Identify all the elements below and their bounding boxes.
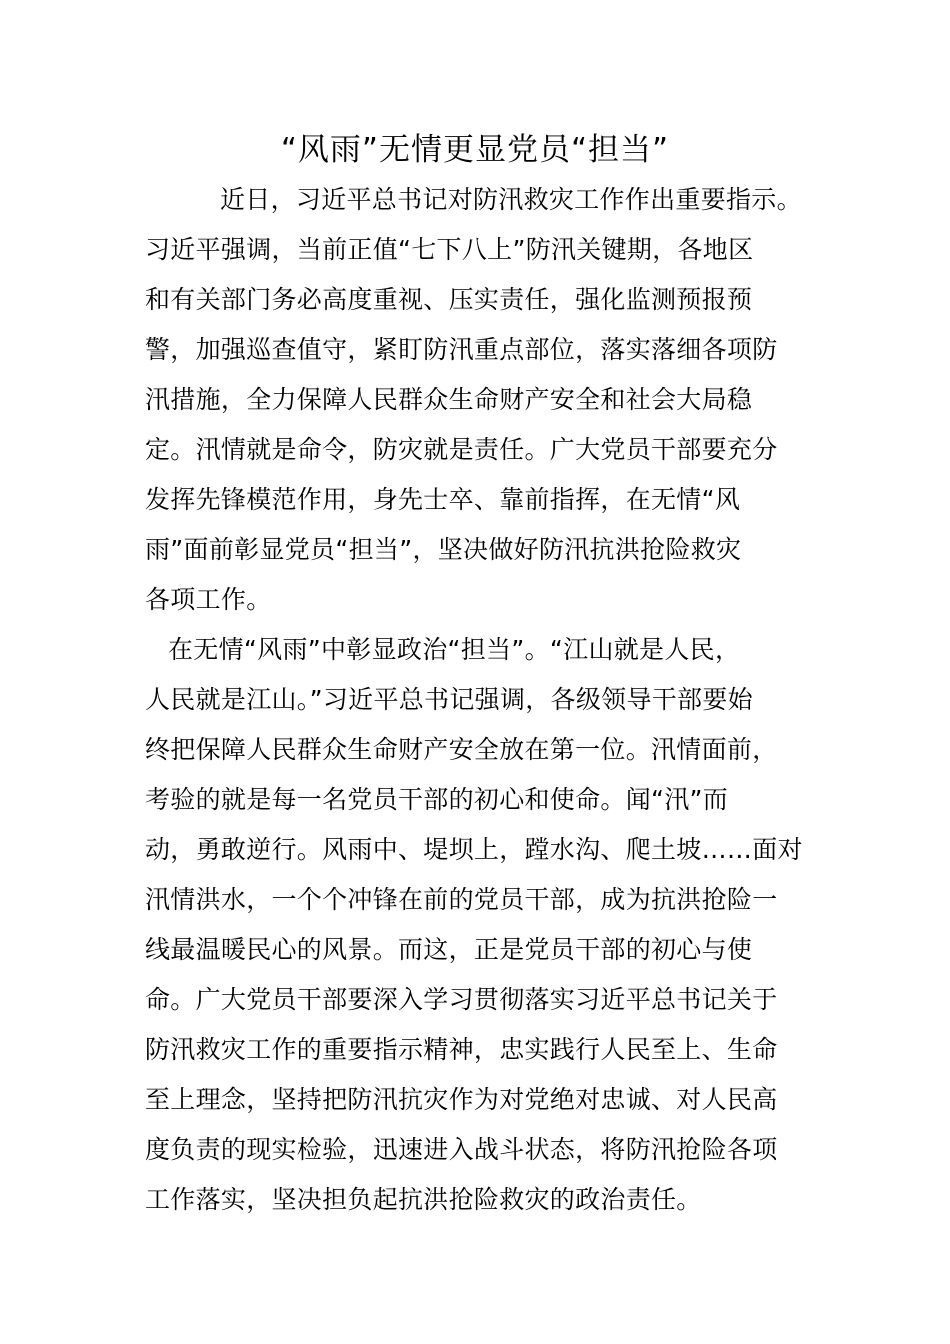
paragraph-line: 至上理念，坚持把防汛抗灾作为对党绝对忠诚、对人民高 — [145, 1085, 778, 1114]
paragraph-line: 发挥先锋模范作用，身先士卒、靠前指挥，在无情“风 — [145, 485, 741, 514]
paragraph-line: 考验的就是每一名党员干部的初心和使命。闻“汛”而 — [145, 785, 729, 814]
paragraph-line: 度负责的现实检验，迅速进入战斗状态，将防汛抢险各项 — [145, 1135, 778, 1164]
paragraph-line: 汛情洪水，一个个冲锋在前的党员干部，成为抗洪抢险一 — [145, 885, 778, 914]
paragraph-line: 近日，习近平总书记对防汛救灾工作作出重要指示。 — [220, 185, 802, 214]
paragraph-line: 习近平强调，当前正值“七下八上”防汛关键期，各地区 — [145, 235, 754, 264]
paragraph-line: 汛措施，全力保障人民群众生命财产安全和社会大局稳 — [145, 385, 753, 414]
paragraph-line: 警，加强巡查值守，紧盯防汛重点部位，落实落细各项防 — [145, 335, 778, 364]
paragraph-2 — [145, 625, 810, 1225]
document-title: “风雨”无情更显党员“担当” — [280, 132, 670, 168]
paragraph-line: 动，勇敢逆行。风雨中、堤坝上，蹚水沟、爬土坡……面对 — [145, 835, 803, 864]
paragraph-line: 各项工作。 — [145, 585, 272, 614]
paragraph-line: 定。汛情就是命令，防灾就是责任。广大党员干部要充分 — [145, 435, 778, 464]
paragraph-line: 人民就是江山。”习近平总书记强调，各级领导干部要始 — [145, 685, 753, 714]
paragraph-line: 和有关部门务必高度重视、压实责任，强化监测预报预 — [145, 285, 753, 314]
paragraph-line: 雨”面前彰显党员“担当”，坚决做好防汛抗洪抢险救灾 — [145, 535, 742, 564]
paragraph-line: 防汛救灾工作的重要指示精神，忠实践行人民至上、生命 — [145, 1035, 778, 1064]
paragraph-line: 命。广大党员干部要深入学习贯彻落实习近平总书记关于 — [145, 985, 778, 1014]
paragraph-line: 在无情“风雨”中彰显政治“担当”。“江山就是人民， — [168, 635, 741, 664]
paragraph-line: 线最温暖民心的风景。而这，正是党员干部的初心与使 — [145, 935, 753, 964]
paragraph-line: 工作落实，坚决担负起抗洪抢险救灾的政治责任。 — [145, 1185, 702, 1214]
document-body — [145, 175, 810, 1225]
paragraph-line: 终把保障人民群众生命财产安全放在第一位。汛情面前， — [145, 735, 778, 764]
paragraph-1 — [145, 175, 810, 625]
